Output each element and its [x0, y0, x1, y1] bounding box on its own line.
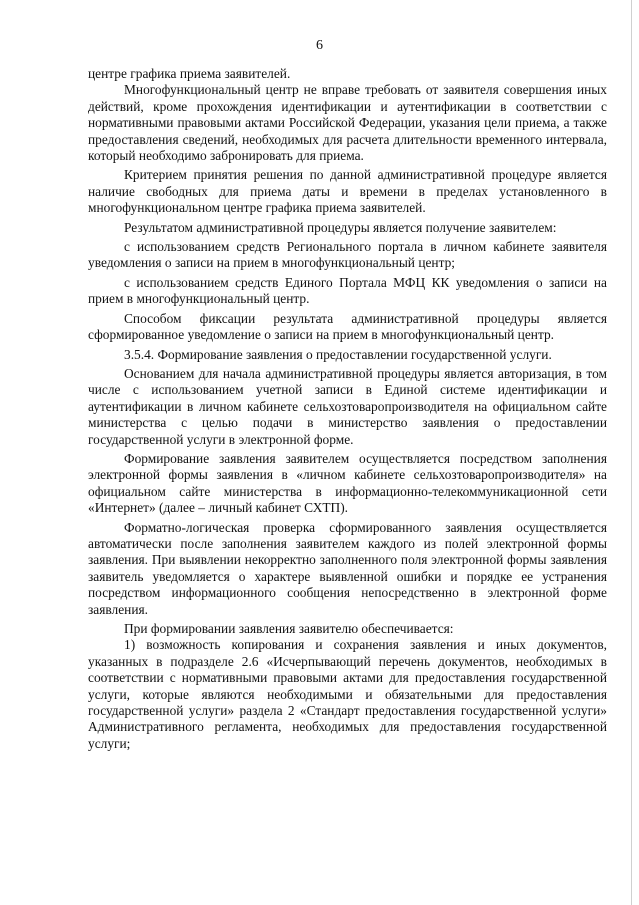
paragraph: Форматно-логическая проверка сформированного заявления осуществляется автоматически после заполнения заявителем каждого из полей электронной формы заявления. При выявлении некорректно заполненного поля электронной формы заявления заявитель уведомляется о характере выявленной ошибки и порядке ее устранения посредством информационного сообщения непосредственно в электронной форме заявления.: [88, 519, 607, 617]
paragraph: с использованием средств Регионального портала в личном кабинете заявителя уведомления о записи на прием в многофункциональный центр;: [88, 239, 607, 271]
paragraph: Способом фиксации результата административной процедуры является сформированное уведомление о записи на прием в многофункциональный центр.: [88, 310, 607, 343]
paragraph: Критерием принятия решения по данной административной процедуре является наличие свободных для приема даты и времени в пределах установленного в многофункциональном центре графика приема заявителей.: [88, 167, 607, 216]
paragraph: При формировании заявления заявителю обеспечивается:: [124, 621, 454, 636]
document-body: [88, 66, 607, 752]
paragraph: Формирование заявления заявителем осуществляется посредством заполнения электронной формы заявления в «личном кабинете сельхозтоваропроизводителя» на официальном сайте министерства в информационно-телекоммуникационной сети «Интернет» (далее – личный кабинет СХТП).: [88, 450, 607, 516]
section-heading: 3.5.4. Формирование заявления о предоставлении государственной услуги.: [124, 346, 552, 362]
paragraph: Результатом административной процедуры является получение заявителем:: [124, 219, 557, 235]
paragraph: с использованием средств Единого Портала МФЦ КК уведомления о записи на прием в многофункциональный центр.: [88, 274, 607, 307]
paragraph: центре графика приема заявителей.: [88, 66, 291, 81]
page-edge-line: [631, 0, 632, 905]
paragraph: Многофункциональный центр не вправе требовать от заявителя совершения иных действий, кроме прохождения идентификации и аутентификации в соответствии с нормативными правовыми актами Российской Федерации, указания цели приема, а также предоставления сведений, необходимых для расчета длительности временного интервала, который необходимо забронировать для приема.: [88, 82, 607, 164]
list-item: 1) возможность копирования и сохранения заявления и иных документов, указанных в подразделе 2.6 «Исчерпывающий перечень документов, необходимых в соответствии с нормативными правовыми актами для предоставления государственной услуги, которые являются необходимыми и обязательными для предоставления государственной услуги» раздела 2 «Стандарт предоставления государственной услуги» Административного регламента, необходимых для предоставления государственной услуги;: [88, 637, 607, 751]
paragraph: Основанием для начала административной процедуры является авторизация, в том числе с использованием учетной записи в Единой системе идентификации и аутентификации в личном кабинете сельхозтоваропроизводителя на официальном сайте министерства с целью подачи в министерство заявления о предоставлении государственной услуги в электронной форме.: [88, 365, 607, 447]
page-number: 6: [316, 38, 323, 53]
